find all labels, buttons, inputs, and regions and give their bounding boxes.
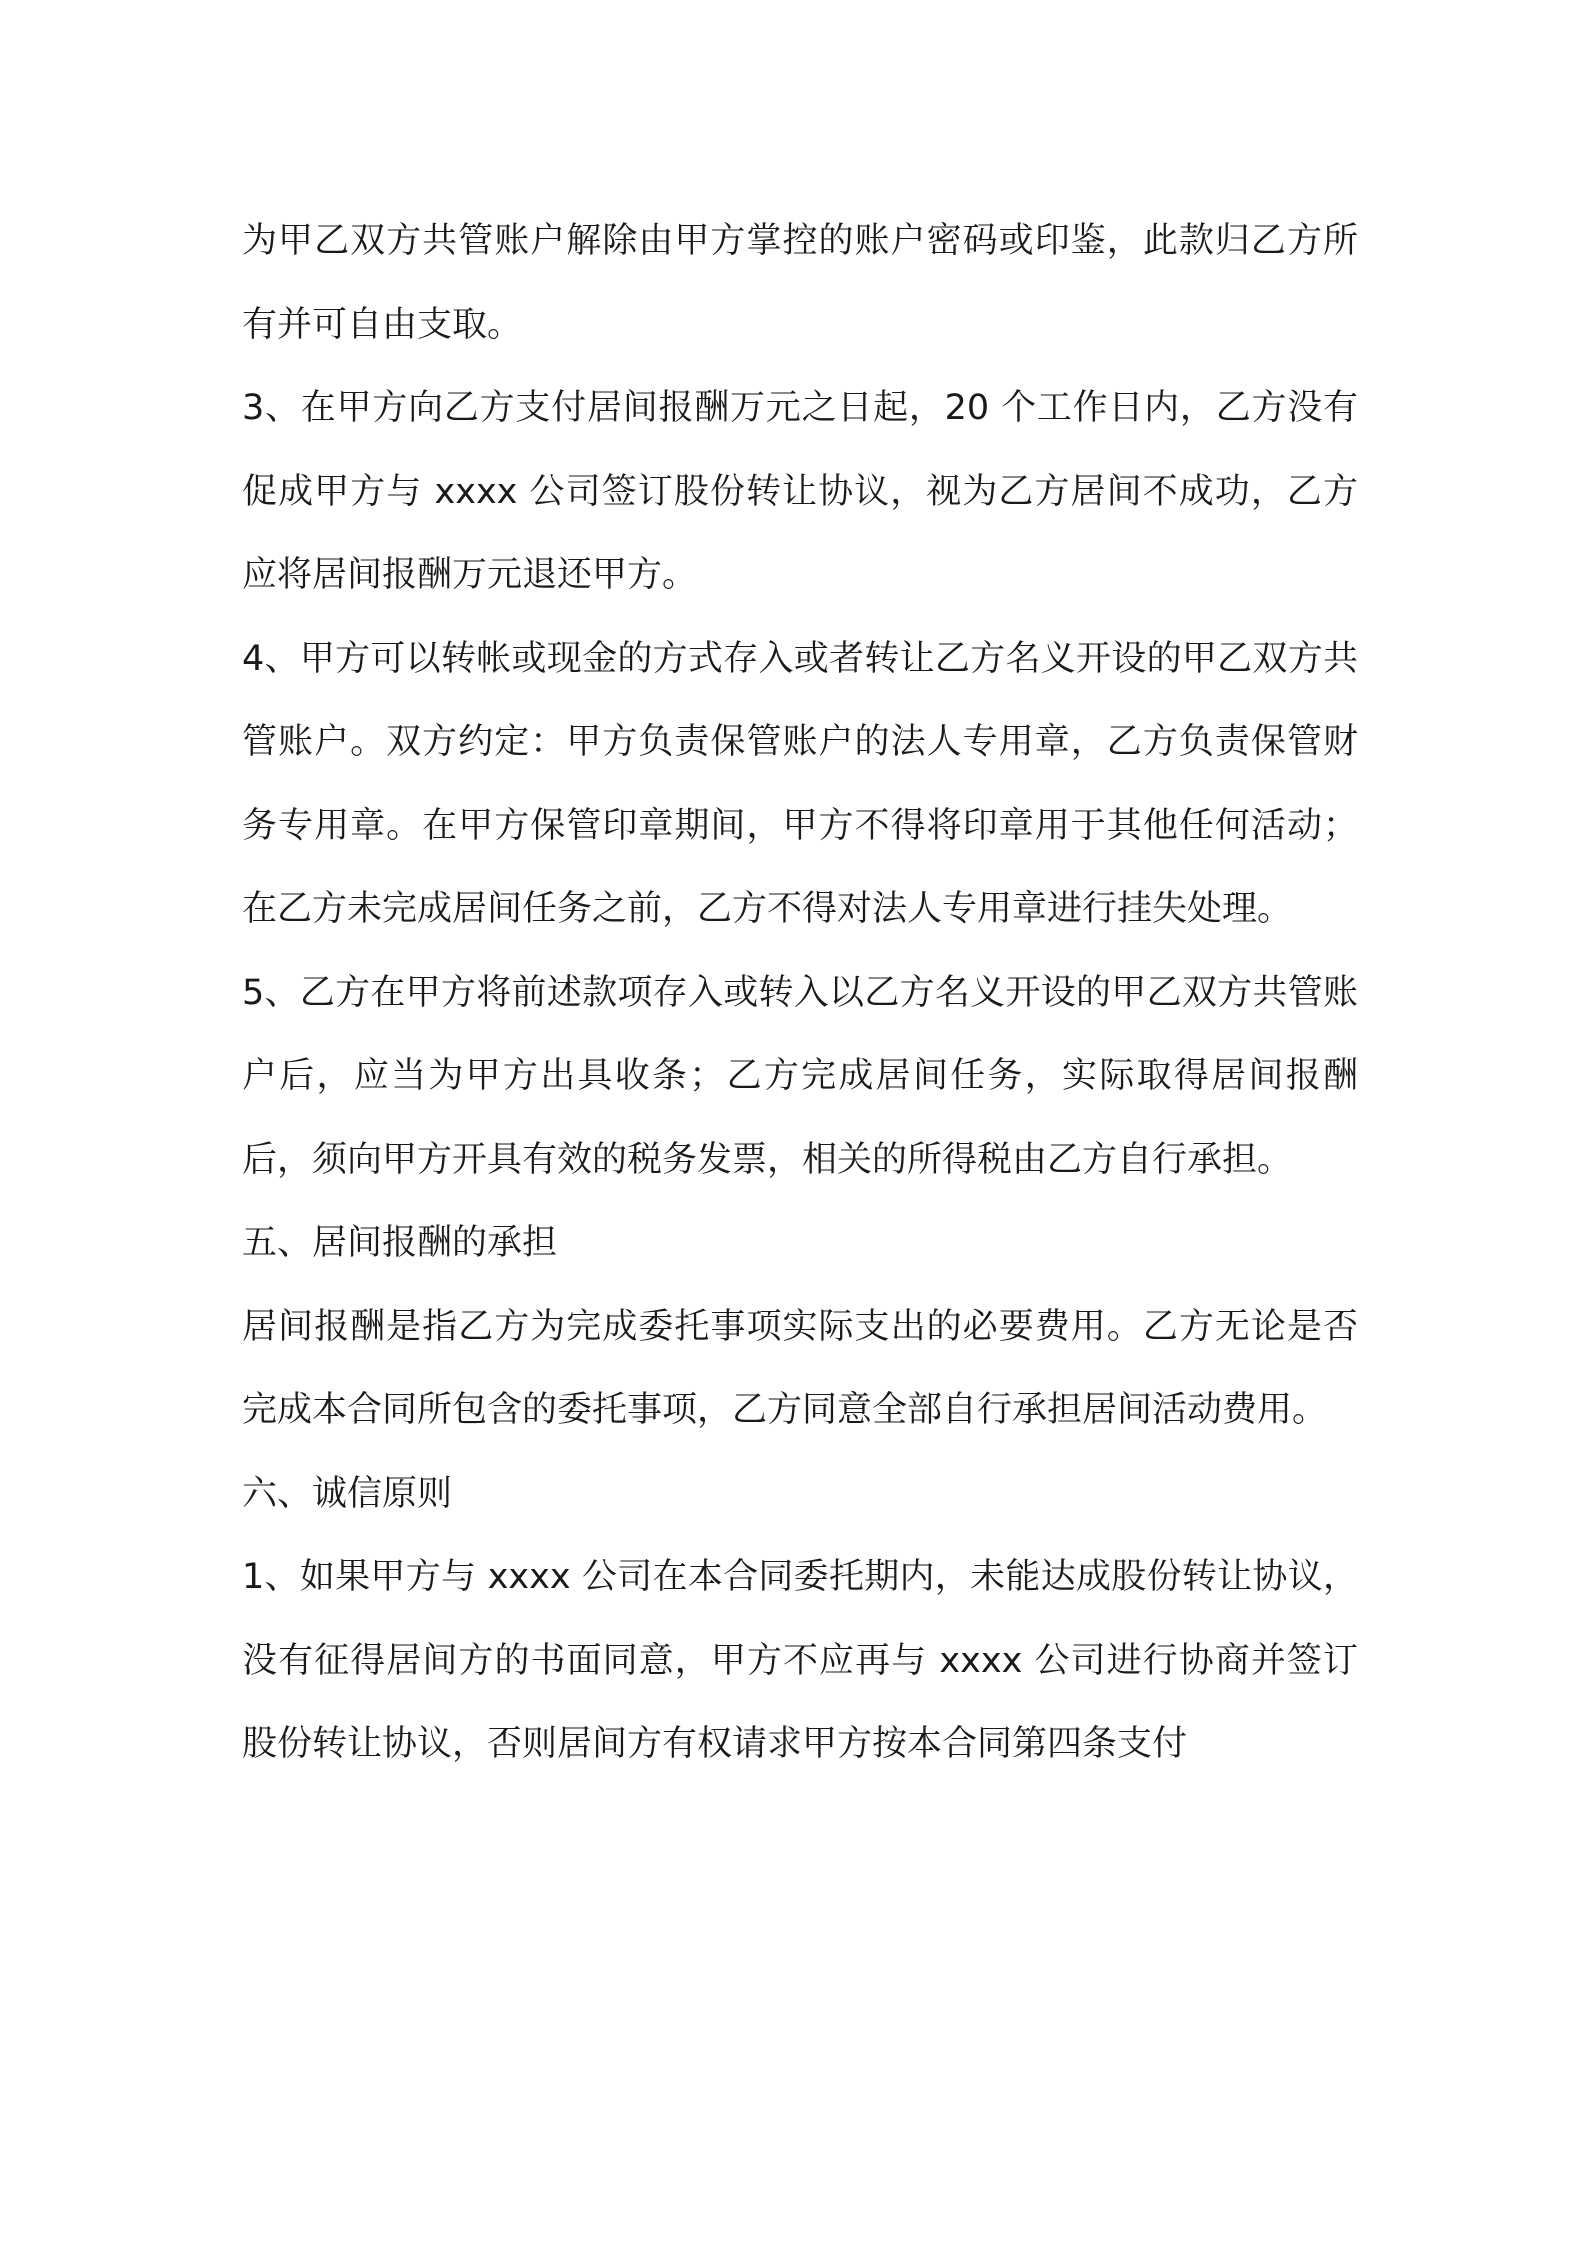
paragraph-clause-4: 4、甲方可以转帐或现金的方式存入或者转让乙方名义开设的甲乙双方共管账户。双方约定：甲方负责保管账户的法人专用章，乙方负责保管财务专用章。在甲方保管印章期间，甲方不得将印章用于其他任何活动；在乙方未完成居间任务之前，乙方不得对法人专用章进行挂失处理。 [242, 638, 1358, 929]
paragraph-continuation: 为甲乙双方共管账户解除由甲方掌控的账户密码或印鉴，此款归乙方所有并可自由支取。 [242, 221, 1358, 345]
section-heading-5: 五、居间报酬的承担 [242, 1223, 558, 1263]
section-heading-6: 六、诚信原则 [242, 1473, 453, 1514]
paragraph-section-6-clause-1: 1、如果甲方与 xxxx 公司在本合同委托期内，未能达成股份转让协议，没有征得居间方的书面同意，甲方不应再与 xxxx 公司进行协商并签订股份转让协议，否则居间方有权请求甲方按本合同第四条支付 [242, 1557, 1358, 1764]
paragraph-clause-5: 5、乙方在甲方将前述款项存入或转入以乙方名义开设的甲乙双方共管账户后，应当为甲方出具收条；乙方完成居间任务，实际取得居间报酬后，须向甲方开具有效的税务发票，相关的所得税由乙方自行承担。 [242, 972, 1358, 1180]
paragraph-clause-3: 3、在甲方向乙方支付居间报酬万元之日起，20 个工作日内，乙方没有促成甲方与 xxxx 公司签订股份转让协议，视为乙方居间不成功，乙方应将居间报酬万元退还甲方。 [242, 388, 1358, 595]
paragraph-section-5-body: 居间报酬是指乙方为完成委托事项实际支出的必要费用。乙方无论是否完成本合同所包含的委托事项，乙方同意全部自行承担居间活动费用。 [242, 1306, 1358, 1430]
document-body [242, 200, 1358, 1787]
